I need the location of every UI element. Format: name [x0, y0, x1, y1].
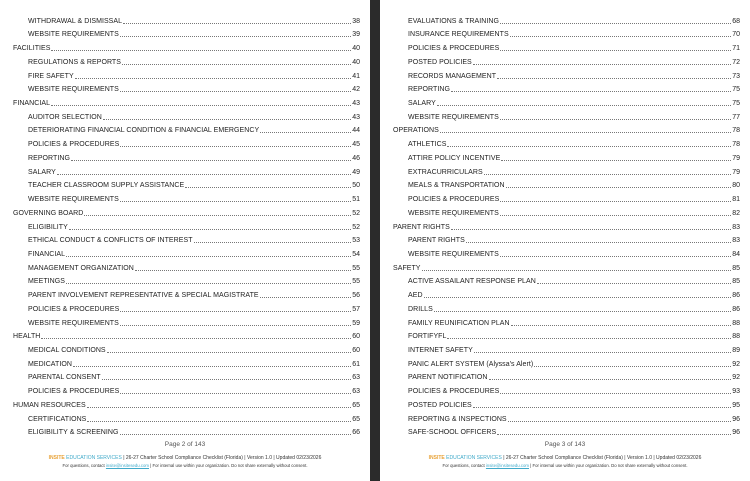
toc-subsection-link[interactable]	[393, 396, 740, 410]
toc-entry-page-number: 89	[732, 346, 740, 354]
toc-dot-leader	[451, 229, 731, 230]
toc-entry-title: AUDITOR SELECTION	[28, 113, 102, 121]
toc-subsection-link[interactable]	[393, 355, 740, 369]
toc-subsection-link[interactable]	[13, 67, 360, 81]
toc-subsection-link[interactable]	[393, 382, 740, 396]
toc-entry-title: EXTRACURRICULARS	[408, 168, 483, 176]
toc-entry-title: WEBSITE REQUIREMENTS	[408, 250, 499, 258]
toc-entry-page-number: 65	[352, 401, 360, 409]
toc-section-link[interactable]	[393, 259, 740, 273]
toc-entry-page-number: 44	[352, 127, 360, 135]
toc-dot-leader	[510, 36, 732, 37]
toc-entry-title: MEALS & TRANSPORTATION	[408, 182, 505, 190]
toc-section-link[interactable]	[393, 122, 740, 136]
toc-entry-page-number: 77	[732, 113, 740, 121]
toc-entry-page-number: 75	[732, 100, 740, 108]
toc-entry-page-number: 70	[732, 31, 740, 39]
contact-prefix: For questions, contact	[442, 463, 485, 468]
toc-entry-page-number: 46	[352, 154, 360, 162]
toc-entry-page-number: 52	[352, 209, 360, 217]
toc-dot-leader	[500, 256, 731, 257]
toc-subsection-link[interactable]	[393, 328, 740, 342]
toc-entry-page-number: 60	[352, 333, 360, 341]
toc-subsection-link[interactable]	[393, 300, 740, 314]
toc-entry-page-number: 80	[732, 182, 740, 190]
toc-entry-page-number: 55	[352, 278, 360, 286]
toc-entry-page-number: 83	[732, 237, 740, 245]
footer-contact	[380, 463, 750, 468]
toc-dot-leader	[260, 297, 352, 298]
toc-entry-page-number: 86	[732, 305, 740, 313]
toc-dot-leader	[51, 105, 351, 106]
toc-dot-leader	[107, 352, 352, 353]
toc-subsection-link[interactable]	[393, 53, 740, 67]
toc-subsection-link[interactable]	[13, 149, 360, 163]
toc-entry-title: SALARY	[408, 100, 436, 108]
toc-entry-page-number: 63	[352, 374, 360, 382]
toc-entry-title: SAFETY	[393, 264, 421, 272]
toc-dot-leader	[87, 407, 352, 408]
toc-entry-title: SAFE-SCHOOL OFFICERS	[408, 429, 497, 437]
footer-document-info	[0, 455, 370, 461]
toc-entry-page-number: 96	[732, 429, 740, 437]
toc-section-link[interactable]	[13, 39, 360, 53]
toc-subsection-link[interactable]	[393, 149, 740, 163]
toc-dot-leader	[66, 283, 351, 284]
toc-subsection-link[interactable]	[13, 232, 360, 246]
contact-prefix: For questions, contact	[62, 463, 105, 468]
toc-entry-page-number: 72	[732, 58, 740, 66]
toc-entry-page-number: 88	[732, 333, 740, 341]
toc-dot-leader	[447, 338, 731, 339]
toc-entry-page-number: 96	[732, 415, 740, 423]
toc-subsection-link[interactable]	[13, 12, 360, 26]
toc-subsection-link[interactable]	[13, 300, 360, 314]
toc-entry-title: MEDICAL CONDITIONS	[28, 346, 106, 354]
toc-entry-page-number: 73	[732, 72, 740, 80]
toc-entry-title: RECORDS MANAGEMENT	[408, 72, 497, 80]
toc-subsection-link[interactable]	[393, 286, 740, 300]
toc-entry-title: FAMILY REUNIFICATION PLAN	[408, 319, 510, 327]
toc-entry-page-number: 40	[352, 58, 360, 66]
toc-dot-leader	[135, 270, 351, 271]
toc-entry-title: WEBSITE REQUIREMENTS	[28, 31, 119, 39]
toc-entry-page-number: 42	[352, 86, 360, 94]
toc-section-link[interactable]	[13, 204, 360, 218]
toc-entry-title: MEDICATION	[28, 360, 72, 368]
toc-entry-title: AED	[408, 292, 423, 300]
toc-dot-leader	[451, 91, 731, 92]
toc-entry-title: WEBSITE REQUIREMENTS	[408, 209, 499, 217]
toc-entry-page-number: 60	[352, 346, 360, 354]
toc-dot-leader	[474, 352, 731, 353]
toc-dot-leader	[120, 201, 351, 202]
toc-dot-leader	[120, 325, 351, 326]
toc-subsection-link[interactable]	[393, 232, 740, 246]
toc-dot-leader	[437, 105, 731, 106]
toc-entry-page-number: 83	[732, 223, 740, 231]
toc-dot-leader	[424, 297, 732, 298]
toc-entry-page-number: 43	[352, 113, 360, 121]
toc-entry-page-number: 78	[732, 127, 740, 135]
toc-subsection-link[interactable]	[393, 12, 740, 26]
toc-subsection-link[interactable]	[393, 273, 740, 287]
toc-entry-title: FINANCIAL	[28, 250, 66, 258]
contact-suffix: | For internal use within your organization. Do not share externally without consent.	[150, 463, 308, 468]
toc-entry-title: PANIC ALERT SYSTEM (Alyssa's Alert)	[408, 360, 534, 368]
toc-subsection-link[interactable]	[393, 190, 740, 204]
toc-entry-title: ELIGIBILITY & SCREENING	[28, 429, 119, 437]
document-page-2	[0, 0, 370, 481]
toc-entry-page-number: 59	[352, 319, 360, 327]
toc-subsection-link[interactable]	[13, 163, 360, 177]
toc-subsection-link[interactable]	[13, 341, 360, 355]
toc-subsection-link[interactable]	[13, 108, 360, 122]
toc-entry-title: POLICIES & PROCEDURES	[28, 388, 120, 396]
toc-entry-title: INSURANCE REQUIREMENTS	[408, 31, 509, 39]
toc-dot-leader	[473, 64, 731, 65]
toc-subsection-link[interactable]	[13, 273, 360, 287]
toc-dot-leader	[473, 407, 731, 408]
toc-entry-page-number: 68	[732, 17, 740, 25]
toc-subsection-link[interactable]	[13, 424, 360, 438]
toc-entry-title: FIRE SAFETY	[28, 72, 74, 80]
toc-dot-leader	[500, 201, 731, 202]
toc-entry-title: MANAGEMENT ORGANIZATION	[28, 264, 134, 272]
toc-dot-leader	[497, 78, 731, 79]
toc-subsection-link[interactable]	[393, 108, 740, 122]
toc-entry-page-number: 79	[732, 168, 740, 176]
toc-dot-leader	[120, 434, 352, 435]
toc-entry-title: PARENT INVOLVEMENT REPRESENTATIVE & SPECIAL MAGISTRATE	[28, 292, 259, 300]
toc-subsection-link[interactable]	[393, 341, 740, 355]
toc-entry-title: ELIGIBILITY	[28, 223, 68, 231]
brand-subtitle: EDUCATION SERVICES	[66, 455, 122, 461]
toc-section-link[interactable]	[13, 328, 360, 342]
toc-entry-title: FINANCIAL	[13, 100, 51, 108]
toc-dot-leader	[185, 187, 351, 188]
toc-entry-title: SALARY	[28, 168, 56, 176]
toc-dot-leader	[103, 119, 351, 120]
brand-subtitle: EDUCATION SERVICES	[446, 455, 502, 461]
toc-entry-title: POLICIES & PROCEDURES	[408, 388, 500, 396]
toc-subsection-link[interactable]	[13, 355, 360, 369]
toc-entry-page-number: 38	[352, 17, 360, 25]
toc-entry-page-number: 53	[352, 237, 360, 245]
toc-entry-title: CERTIFICATIONS	[28, 415, 87, 423]
toc-subsection-link[interactable]	[393, 26, 740, 40]
contact-suffix: | For internal use within your organization. Do not share externally without consent.	[530, 463, 688, 468]
toc-dot-leader	[500, 119, 731, 120]
toc-subsection-link[interactable]	[393, 163, 740, 177]
toc-subsection-link[interactable]	[13, 410, 360, 424]
document-info-text: | 26-27 Charter School Compliance Checklist (Florida) | Version 1.0 | Updated 02/23/2026	[503, 455, 702, 461]
toc-entry-title: INTERNET SAFETY	[408, 346, 473, 354]
toc-entry-title: REPORTING & INSPECTIONS	[408, 415, 507, 423]
toc-entry-title: PARENT NOTIFICATION	[408, 374, 488, 382]
toc-entry-page-number: 75	[732, 86, 740, 94]
toc-subsection-link[interactable]	[13, 286, 360, 300]
toc-entry-page-number: 92	[732, 360, 740, 368]
toc-section-link[interactable]	[13, 396, 360, 410]
document-page-3	[380, 0, 750, 481]
toc-subsection-link[interactable]	[13, 26, 360, 40]
toc-dot-leader	[120, 36, 351, 37]
toc-subsection-link[interactable]	[393, 424, 740, 438]
toc-dot-leader	[500, 50, 731, 51]
toc-dot-leader	[508, 421, 732, 422]
contact-email-link[interactable]: insite@insitesedu.com	[105, 463, 149, 468]
toc-entry-page-number: 85	[732, 278, 740, 286]
toc-subsection-link[interactable]	[13, 259, 360, 273]
toc-entry-page-number: 41	[352, 72, 360, 80]
toc-subsection-link[interactable]	[393, 369, 740, 383]
toc-entry-page-number: 82	[732, 209, 740, 217]
toc-dot-leader	[120, 146, 351, 147]
toc-dot-leader	[500, 23, 731, 24]
toc-entry-page-number: 92	[732, 374, 740, 382]
toc-entry-title: WEBSITE REQUIREMENTS	[28, 319, 119, 327]
toc-entry-page-number: 95	[732, 401, 740, 409]
footer-contact	[0, 463, 370, 468]
toc-subsection-link[interactable]	[13, 122, 360, 136]
toc-subsection-link[interactable]	[13, 177, 360, 191]
toc-subsection-link[interactable]	[393, 314, 740, 328]
toc-dot-leader	[434, 311, 731, 312]
toc-entry-page-number: 40	[352, 45, 360, 53]
page-number: Page 2 of 143	[164, 441, 206, 448]
toc-entry-page-number: 81	[732, 196, 740, 204]
toc-subsection-link[interactable]	[393, 177, 740, 191]
toc-entry-page-number: 50	[352, 182, 360, 190]
toc-subsection-link[interactable]	[393, 410, 740, 424]
toc-entry-title: REPORTING	[28, 154, 70, 162]
table-of-contents	[13, 12, 360, 437]
toc-entry-page-number: 66	[352, 429, 360, 437]
toc-entry-title: WITHDRAWAL & DISMISSAL	[28, 17, 123, 25]
toc-entry-page-number: 61	[352, 360, 360, 368]
toc-entry-page-number: 63	[352, 388, 360, 396]
toc-entry-title: POLICIES & PROCEDURES	[408, 196, 500, 204]
toc-dot-leader	[466, 242, 731, 243]
toc-entry-page-number: 56	[352, 292, 360, 300]
toc-dot-leader	[260, 132, 351, 133]
toc-entry-title: ACTIVE ASSAILANT RESPONSE PLAN	[408, 278, 536, 286]
document-info-text: | 26-27 Charter School Compliance Checklist (Florida) | Version 1.0 | Updated 02/23/2026	[123, 455, 322, 461]
brand-name: INSITE	[428, 455, 445, 461]
toc-subsection-link[interactable]	[393, 135, 740, 149]
toc-subsection-link[interactable]	[13, 218, 360, 232]
toc-entry-title: MEETINGS	[28, 278, 65, 286]
toc-entry-title: POSTED POLICIES	[408, 58, 472, 66]
toc-entry-page-number: 54	[352, 250, 360, 258]
toc-entry-title: POLICIES & PROCEDURES	[28, 141, 120, 149]
toc-entry-title: POLICIES & PROCEDURES	[28, 305, 120, 313]
contact-email-link[interactable]: insite@insitesedu.com	[485, 463, 529, 468]
toc-subsection-link[interactable]	[13, 382, 360, 396]
toc-entry-title: PARENT RIGHTS	[408, 237, 465, 245]
toc-dot-leader	[123, 23, 351, 24]
toc-entry-title: HEALTH	[13, 333, 41, 341]
toc-entry-page-number: 93	[732, 388, 740, 396]
toc-entry-title: POSTED POLICIES	[408, 401, 472, 409]
toc-dot-leader	[122, 64, 351, 65]
toc-entry-title: REGULATIONS & REPORTS	[28, 58, 121, 66]
toc-dot-leader	[501, 160, 731, 161]
toc-entry-title: GOVERNING BOARD	[13, 209, 84, 217]
toc-dot-leader	[87, 421, 351, 422]
toc-entry-page-number: 57	[352, 305, 360, 313]
toc-dot-leader	[41, 338, 351, 339]
toc-dot-leader	[537, 283, 731, 284]
toc-entry-page-number: 45	[352, 141, 360, 149]
toc-subsection-link[interactable]	[13, 81, 360, 95]
toc-dot-leader	[120, 91, 351, 92]
toc-entry-title: DRILLS	[408, 305, 433, 313]
toc-dot-leader	[71, 160, 351, 161]
toc-entry-page-number: 79	[732, 154, 740, 162]
toc-dot-leader	[506, 187, 732, 188]
toc-subsection-link[interactable]	[13, 369, 360, 383]
toc-entry-title: POLICIES & PROCEDURES	[408, 45, 500, 53]
toc-entry-title: PARENTAL CONSENT	[28, 374, 101, 382]
toc-dot-leader	[66, 256, 351, 257]
toc-dot-leader	[489, 379, 732, 380]
toc-entry-title: FACILITIES	[13, 45, 51, 53]
toc-entry-page-number: 49	[352, 168, 360, 176]
toc-section-link[interactable]	[13, 94, 360, 108]
toc-entry-title: TEACHER CLASSROOM SUPPLY ASSISTANCE	[28, 182, 185, 190]
brand-name: INSITE	[48, 455, 65, 461]
toc-subsection-link[interactable]	[13, 135, 360, 149]
toc-entry-title: EVALUATIONS & TRAINING	[408, 17, 499, 25]
toc-subsection-link[interactable]	[393, 67, 740, 81]
toc-entry-page-number: 86	[732, 292, 740, 300]
toc-entry-title: REPORTING	[408, 86, 450, 94]
toc-subsection-link[interactable]	[13, 53, 360, 67]
page-number: Page 3 of 143	[544, 441, 586, 448]
toc-entry-title: WEBSITE REQUIREMENTS	[408, 113, 499, 121]
toc-entry-title: ETHICAL CONDUCT & CONFLICTS OF INTEREST	[28, 237, 193, 245]
toc-entry-page-number: 88	[732, 319, 740, 327]
toc-entry-title: DETERIORATING FINANCIAL CONDITION & FINANCIAL EMERGENCY	[28, 127, 260, 135]
toc-entry-page-number: 84	[732, 250, 740, 258]
toc-entry-page-number: 39	[352, 31, 360, 39]
toc-dot-leader	[534, 366, 731, 367]
toc-dot-leader	[73, 366, 351, 367]
toc-entry-title: FORTIFYFL	[408, 333, 447, 341]
toc-subsection-link[interactable]	[13, 245, 360, 259]
toc-entry-title: HUMAN RESOURCES	[13, 401, 86, 409]
toc-dot-leader	[422, 270, 732, 271]
table-of-contents	[393, 12, 740, 437]
toc-entry-title: WEBSITE REQUIREMENTS	[28, 196, 119, 204]
toc-entry-title: PARENT RIGHTS	[393, 223, 450, 231]
toc-dot-leader	[51, 50, 351, 51]
toc-subsection-link[interactable]	[393, 245, 740, 259]
toc-subsection-link[interactable]	[393, 39, 740, 53]
toc-entry-title: WEBSITE REQUIREMENTS	[28, 86, 119, 94]
toc-entry-page-number: 52	[352, 223, 360, 231]
toc-dot-leader	[75, 78, 352, 79]
toc-dot-leader	[102, 379, 352, 380]
toc-entry-page-number: 78	[732, 141, 740, 149]
toc-subsection-link[interactable]	[13, 190, 360, 204]
toc-subsection-link[interactable]	[393, 94, 740, 108]
toc-dot-leader	[120, 311, 351, 312]
toc-dot-leader	[440, 132, 731, 133]
toc-entry-title: ATHLETICS	[408, 141, 447, 149]
toc-entry-page-number: 65	[352, 415, 360, 423]
toc-subsection-link[interactable]	[393, 81, 740, 95]
toc-dot-leader	[500, 215, 731, 216]
toc-dot-leader	[84, 215, 351, 216]
toc-dot-leader	[194, 242, 352, 243]
toc-entry-title: OPERATIONS	[393, 127, 439, 135]
toc-dot-leader	[511, 325, 732, 326]
toc-dot-leader	[500, 393, 731, 394]
toc-subsection-link[interactable]	[393, 204, 740, 218]
toc-dot-leader	[447, 146, 731, 147]
toc-entry-page-number: 71	[732, 45, 740, 53]
footer-document-info	[380, 455, 750, 461]
toc-dot-leader	[57, 174, 351, 175]
toc-dot-leader	[120, 393, 351, 394]
toc-entry-page-number: 85	[732, 264, 740, 272]
toc-section-link[interactable]	[393, 218, 740, 232]
toc-entry-page-number: 43	[352, 100, 360, 108]
toc-dot-leader	[484, 174, 732, 175]
toc-entry-title: ATTIRE POLICY INCENTIVE	[408, 154, 501, 162]
toc-dot-leader	[497, 434, 731, 435]
toc-dot-leader	[69, 229, 351, 230]
toc-entry-page-number: 55	[352, 264, 360, 272]
toc-entry-page-number: 51	[352, 196, 360, 204]
toc-subsection-link[interactable]	[13, 314, 360, 328]
